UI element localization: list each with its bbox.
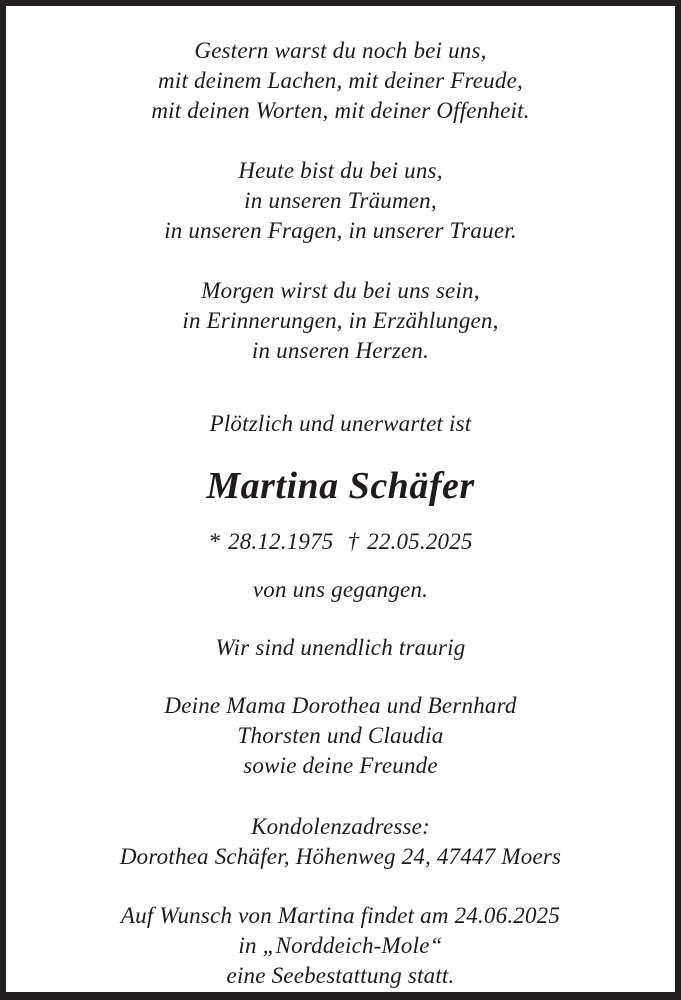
condolence-address-text: Dorothea Schäfer, Höhenweg 24, 47447 Moers: [119, 844, 562, 869]
passed-text: [6, 575, 675, 605]
poem-line: in Erinnerungen, in Erzählungen,: [182, 308, 499, 333]
deceased-name: [6, 464, 675, 508]
poem-line: Heute bist du bei uns,: [238, 158, 443, 183]
mourners-list: [6, 691, 675, 781]
life-dates: [6, 527, 675, 557]
mourner-line: Deine Mama Dorothea und Bernhard: [164, 693, 517, 718]
intro-line: Plötzlich und unerwartet ist: [209, 411, 472, 436]
burial-line: eine Seebestattung statt.: [226, 963, 455, 988]
poem-stanza-2: [6, 156, 675, 246]
death-date: † 22.05.2025: [347, 529, 473, 554]
burial-line: in „Norddeich-Mole“: [238, 933, 443, 958]
passed-line: von uns gegangen.: [252, 577, 429, 602]
burial-notice: [6, 901, 675, 991]
mourner-line: sowie deine Freunde: [243, 753, 438, 778]
poem-line: mit deinem Lachen, mit deiner Freude,: [158, 68, 523, 93]
sadness-line: Wir sind unendlich traurig: [215, 635, 466, 660]
mourner-line: Thorsten und Claudia: [237, 723, 444, 748]
poem-line: in unseren Herzen.: [251, 338, 430, 363]
burial-line: Auf Wunsch von Martina findet am 24.06.2025: [120, 903, 561, 928]
poem-line: in unseren Träumen,: [244, 188, 437, 213]
condolence-address: [6, 812, 675, 872]
poem-line: in unseren Fragen, in unserer Trauer.: [164, 218, 517, 243]
deceased-name-text: Martina Schäfer: [206, 465, 475, 507]
condolence-label: Kondolenzadresse:: [251, 814, 430, 839]
poem-line: Morgen wirst du bei uns sein,: [201, 278, 480, 303]
poem-stanza-1: [6, 36, 675, 126]
poem-line: mit deinen Worten, mit deiner Offenheit.: [151, 98, 530, 123]
poem-stanza-3: [6, 276, 675, 366]
intro-text: [6, 409, 675, 439]
birth-date: * 28.12.1975: [208, 529, 334, 554]
sadness-text: [6, 633, 675, 663]
poem-line: Gestern warst du noch bei uns,: [194, 38, 487, 63]
